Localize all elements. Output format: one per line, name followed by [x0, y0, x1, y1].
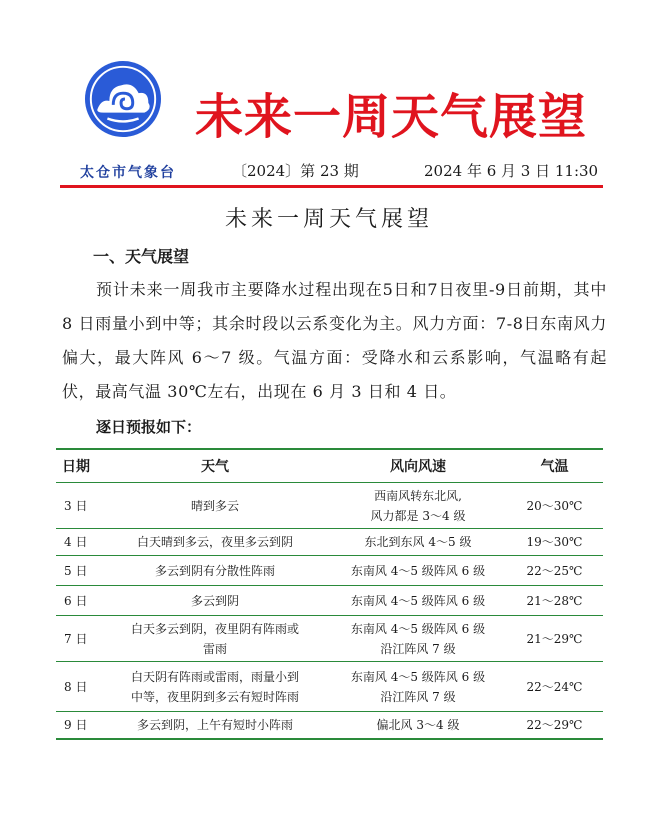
wind-line: 沿江阵风 7 级: [380, 689, 456, 704]
wind-line: 风力都是 3～4 级: [370, 508, 466, 523]
cell-temperature: 22～29℃: [506, 712, 603, 739]
table-header-row: [56, 449, 603, 483]
cell-date: 8 日: [56, 662, 100, 712]
wind-line: 东南风 4～5 级阵风 6 级: [350, 593, 486, 608]
issue-datetime: 2024 年 6 月 3 日 11:30: [424, 162, 599, 180]
weather-line: 多云到阴: [190, 593, 239, 608]
table-row: [56, 616, 603, 662]
wind-line: 偏北风 3～4 级: [376, 717, 460, 732]
wind-line: 东南风 4～5 级阵风 6 级: [350, 621, 486, 636]
weather-line: 中等，夜里阴到多云有短时阵雨: [130, 689, 299, 704]
cell-weather: [100, 556, 330, 586]
table-row: [56, 712, 603, 739]
section-heading: 一、天气展望: [93, 247, 190, 266]
weather-line: 雷雨: [202, 641, 227, 656]
cell-date: 3 日: [56, 483, 100, 529]
table-row: [56, 662, 603, 712]
cell-wind: [330, 712, 506, 739]
meteorological-logo-icon: [84, 60, 162, 138]
cell-wind: [330, 529, 506, 556]
cell-temperature: 21～29℃: [506, 616, 603, 662]
cell-weather: [100, 586, 330, 616]
header-divider: [60, 185, 603, 188]
cell-wind: [330, 616, 506, 662]
cell-temperature: 22～24℃: [506, 662, 603, 712]
cell-weather: [100, 616, 330, 662]
cell-weather: [100, 662, 330, 712]
weather-line: 白天阴有阵雨或雷雨，雨量小到: [130, 669, 299, 684]
daily-forecast-table: [56, 448, 603, 740]
cell-wind: [330, 556, 506, 586]
weather-line: 白天多云到阴，夜里阴有阵雨或: [130, 621, 299, 636]
issue-number: 〔2024〕第 23 期: [232, 162, 359, 180]
header-temperature: 气温: [506, 449, 603, 483]
table-row: [56, 586, 603, 616]
weather-line: 白天晴到多云，夜里多云到阴: [136, 535, 293, 549]
cell-wind: [330, 483, 506, 529]
cell-temperature: 19～30℃: [506, 529, 603, 556]
daily-forecast-heading: 逐日预报如下：: [96, 418, 202, 436]
cell-weather: [100, 712, 330, 739]
wind-line: 东南风 4～5 级阵风 6 级: [350, 669, 486, 684]
cell-weather: [100, 529, 330, 556]
wind-line: 东北到东风 4～5 级: [364, 535, 472, 549]
masthead-title: 未来一周天气展望: [195, 89, 588, 145]
header-wind: 风向风速: [330, 449, 506, 483]
table-row: [56, 556, 603, 586]
weather-line: 多云到阴，上午有短时小阵雨: [136, 717, 293, 732]
document-title: 未来一周天气展望: [224, 207, 433, 232]
table-row: [56, 483, 603, 529]
organization-name: 太仓市气象台: [80, 165, 176, 181]
cell-date: 9 日: [56, 712, 100, 739]
weather-line: 多云到阴有分散性阵雨: [154, 563, 275, 578]
forecast-summary: 预计未来一周我市主要降水过程出现在5日和7日夜里-9日前期，其中 8 日雨量小到中等；其余时段以云系变化为主。风力方面：7-8日东南风力偏大，最大阵风 6～7 级。气温方面：受降水和云系影响，气温略有起伏，最高气温 30℃左右，出现在 6 月 3 日和 4 日。: [62, 280, 607, 401]
wind-line: 东南风 4～5 级阵风 6 级: [350, 563, 486, 578]
cell-temperature: 20～30℃: [506, 483, 603, 529]
cell-date: 7 日: [56, 616, 100, 662]
cell-date: 6 日: [56, 586, 100, 616]
cell-date: 5 日: [56, 556, 100, 586]
cell-temperature: 22～25℃: [506, 556, 603, 586]
wind-line: 沿江阵风 7 级: [380, 641, 456, 656]
weather-line: 晴到多云: [190, 498, 239, 513]
cell-wind: [330, 662, 506, 712]
cell-temperature: 21～28℃: [506, 586, 603, 616]
wind-line: 西南风转东北风,: [374, 488, 462, 503]
header-date: 日期: [56, 449, 100, 483]
table-row: [56, 529, 603, 556]
cell-date: 4 日: [56, 529, 100, 556]
cell-weather: [100, 483, 330, 529]
header-weather: 天气: [100, 449, 330, 483]
cell-wind: [330, 586, 506, 616]
